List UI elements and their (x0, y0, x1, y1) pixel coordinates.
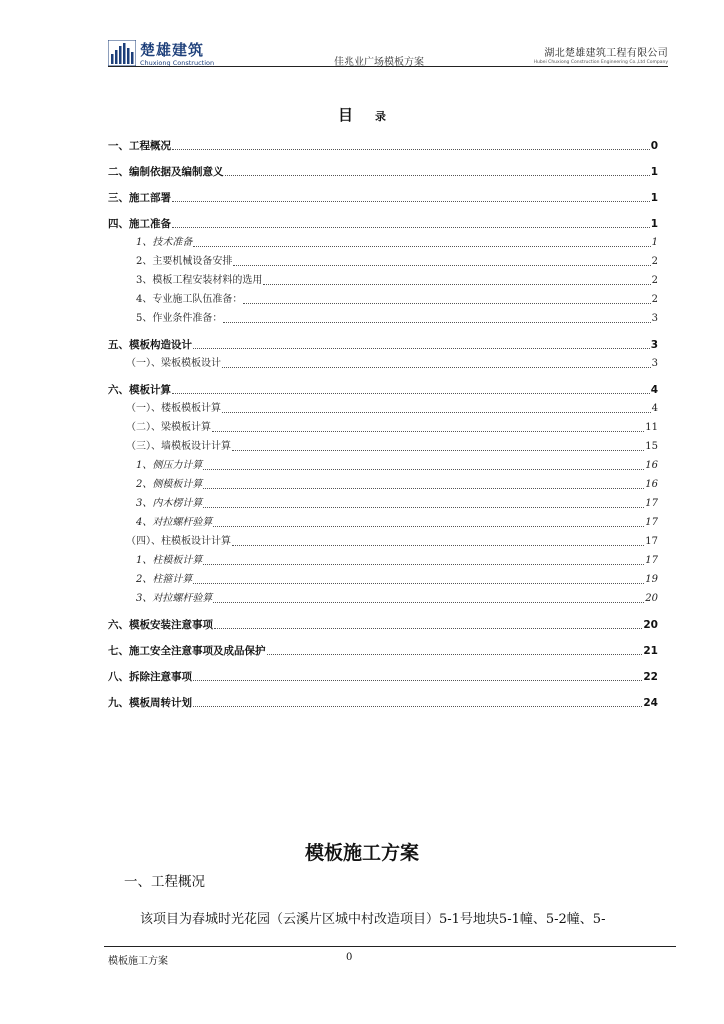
toc-leader-dots (213, 526, 644, 527)
toc-item-label: 2、侧模板计算 (136, 479, 203, 490)
toc-item-page: 2 (651, 294, 658, 305)
toc-item-page: 17 (645, 498, 658, 509)
toc-item-label: 六、模板计算 (108, 384, 171, 396)
toc-leader-dots (214, 628, 642, 629)
building-logo-icon (108, 40, 136, 66)
toc-item-page: 2 (651, 275, 658, 286)
toc-leader-dots (172, 227, 650, 228)
toc-item[interactable] (108, 416, 658, 435)
toc-item[interactable] (108, 435, 658, 454)
toc-title (0, 104, 724, 125)
toc-item[interactable] (108, 549, 658, 568)
toc-item-label: 2、柱箍计算 (136, 574, 193, 585)
toc-item-label: 七、施工安全注意事项及成品保护 (108, 645, 266, 657)
toc-leader-dots (203, 488, 644, 489)
footer-divider (104, 946, 676, 947)
toc-leader-dots (225, 175, 650, 176)
toc-item-label: 3、对拉螺杆验算 (136, 593, 213, 604)
toc-item[interactable] (108, 632, 658, 658)
header-divider (108, 66, 668, 67)
section-heading: 一、工程概况 (124, 874, 205, 890)
toc-item[interactable] (108, 568, 658, 587)
toc-item-page: 20 (645, 593, 658, 604)
toc-item[interactable] (108, 492, 658, 511)
toc-leader-dots (203, 469, 644, 470)
toc-item-label: （一）、楼板模板计算 (126, 403, 221, 414)
toc-item-page: 1 (650, 192, 658, 204)
toc-leader-dots (233, 265, 650, 266)
toc-item-label: 八、拆除注意事项 (108, 671, 192, 683)
toc-item-label: 4、对拉螺杆验算 (136, 517, 213, 528)
toc-leader-dots (263, 284, 650, 285)
logo-chinese-name: 楚雄建筑 (140, 41, 205, 59)
toc-item[interactable] (108, 288, 658, 307)
toc-item[interactable] (108, 684, 658, 710)
toc-item[interactable] (108, 352, 658, 371)
toc-item-label: （三）、墙模板设计计算 (126, 441, 231, 452)
company-logo (108, 38, 238, 68)
toc-title-char-1: 目 (337, 106, 353, 124)
toc-item[interactable] (108, 127, 658, 153)
toc-item-page: 21 (643, 645, 658, 657)
toc-item-page: 19 (645, 574, 658, 585)
toc-item-page: 1 (651, 237, 658, 248)
toc-item-page: 11 (645, 422, 658, 433)
toc-item-label: 四、施工准备 (108, 218, 171, 230)
company-chinese-name: 湖北楚雄建筑工程有限公司 (544, 48, 668, 59)
toc-item[interactable] (108, 205, 658, 231)
toc-item-label: （一）、梁板模板设计 (126, 358, 221, 369)
table-of-contents (108, 127, 658, 710)
body-paragraph: 该项目为春城时光花园（云溪片区城中村改造项目）5-1号地块5-1幢、5-2幢、5- (140, 912, 606, 927)
toc-item-page: 2 (651, 256, 658, 267)
toc-leader-dots (203, 564, 644, 565)
toc-item-page: 1 (650, 166, 658, 178)
toc-item-page: 17 (645, 536, 658, 547)
toc-item-label: 3、内木楞计算 (136, 498, 203, 509)
toc-leader-dots (193, 706, 642, 707)
toc-item-label: 九、模板周转计划 (108, 697, 192, 709)
toc-leader-dots (193, 583, 644, 584)
toc-item[interactable] (108, 371, 658, 397)
toc-item-label: 一、工程概况 (108, 140, 171, 152)
toc-leader-dots (212, 431, 644, 432)
company-english-name: Hubei Chuxiong Construction Engineering Co.,Ltd Company (533, 60, 668, 65)
toc-item-label: 4、专业施工队伍准备： (136, 294, 243, 305)
toc-item-label: （四）、柱模板设计计算 (126, 536, 231, 547)
toc-item-page: 3 (650, 339, 658, 351)
toc-item-page: 1 (650, 218, 658, 230)
toc-item-label: 2、主要机械设备安排 (136, 256, 233, 267)
toc-item[interactable] (108, 587, 658, 606)
toc-leader-dots (223, 322, 650, 323)
toc-leader-dots (193, 680, 642, 681)
toc-item[interactable] (108, 473, 658, 492)
logo-english-name: Chuxiong Construction (140, 59, 215, 67)
toc-item-label: 3、模板工程安装材料的选用 (136, 275, 263, 286)
toc-item-page: 20 (643, 619, 658, 631)
toc-item-page: 3 (651, 358, 658, 369)
toc-item[interactable] (108, 269, 658, 288)
toc-leader-dots (172, 393, 650, 394)
toc-item-page: 22 (643, 671, 658, 683)
toc-item[interactable] (108, 231, 658, 250)
toc-leader-dots (203, 507, 644, 508)
toc-leader-dots (222, 412, 651, 413)
page-header (108, 38, 668, 68)
toc-leader-dots (243, 303, 650, 304)
toc-leader-dots (172, 201, 650, 202)
toc-leader-dots (172, 149, 650, 150)
toc-leader-dots (193, 246, 650, 247)
toc-title-char-2: 录 (375, 110, 386, 123)
toc-item-label: （二）、梁模板计算 (126, 422, 211, 433)
toc-item-page: 16 (645, 479, 658, 490)
toc-item-page: 17 (645, 517, 658, 528)
toc-item-label: 二、编制依据及编制意义 (108, 166, 224, 178)
document-title: 模板施工方案 (304, 842, 419, 864)
toc-item-label: 1、侧压力计算 (136, 460, 203, 471)
toc-item-page: 16 (645, 460, 658, 471)
toc-item-page: 17 (645, 555, 658, 566)
toc-item-label: 六、模板安装注意事项 (108, 619, 213, 631)
toc-item[interactable] (108, 530, 658, 549)
toc-item-label: 1、柱模板计算 (136, 555, 203, 566)
toc-leader-dots (232, 545, 644, 546)
toc-item-page: 3 (651, 313, 658, 324)
toc-leader-dots (213, 602, 644, 603)
toc-item-page: 4 (650, 384, 658, 396)
toc-item[interactable] (108, 153, 658, 179)
toc-item-page: 0 (650, 140, 658, 152)
toc-item[interactable] (108, 397, 658, 416)
header-document-title: 佳兆业广场模板方案 (334, 57, 424, 68)
toc-item-label: 1、技术准备 (136, 237, 193, 248)
toc-item[interactable] (108, 179, 658, 205)
toc-item-label: 五、模板构造设计 (108, 339, 192, 351)
toc-item-label: 5、作业条件准备： (136, 313, 223, 324)
toc-item[interactable] (108, 658, 658, 684)
toc-item[interactable] (108, 511, 658, 530)
toc-leader-dots (222, 367, 651, 368)
toc-item[interactable] (108, 250, 658, 269)
toc-leader-dots (193, 348, 650, 349)
toc-item[interactable] (108, 454, 658, 473)
footer-page-number: 0 (346, 952, 353, 963)
footer-document-name: 模板施工方案 (108, 956, 168, 967)
toc-item-page: 24 (643, 697, 658, 709)
toc-item[interactable] (108, 606, 658, 632)
toc-item[interactable] (108, 326, 658, 352)
toc-leader-dots (267, 654, 643, 655)
toc-item-page: 15 (645, 441, 658, 452)
toc-item[interactable] (108, 307, 658, 326)
toc-leader-dots (232, 450, 644, 451)
toc-item-label: 三、施工部署 (108, 192, 171, 204)
toc-item-page: 4 (651, 403, 658, 414)
header-company (534, 44, 668, 65)
